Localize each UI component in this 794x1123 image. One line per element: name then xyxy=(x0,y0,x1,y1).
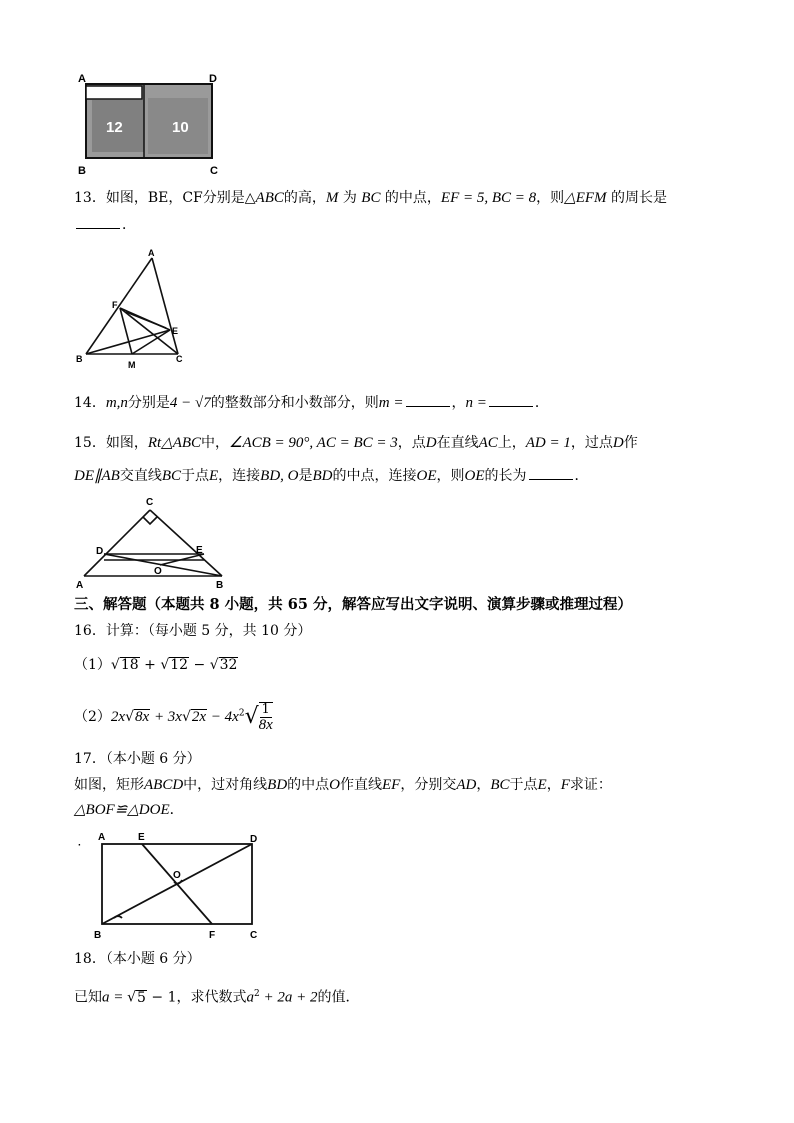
q16-title: 16．计算：（每小题 5 分，共 10 分） xyxy=(74,623,312,639)
q12-left-value: 12 xyxy=(106,119,123,136)
q14-n-blank xyxy=(489,394,533,407)
q15-label-a: A xyxy=(76,580,84,591)
q15-line1: 15．如图，Rt△ABC中，∠ACB = 90°, AC = BC = 3，点D在直线AC上，AD = 1，过点D作 xyxy=(74,435,638,451)
q13-line1: 13．如图，BE，CF分别是△ABC的高，M 为 BC 的中点，EF = 5, BC = 8，则△EFM 的周长是 xyxy=(74,190,667,206)
q17-label-b: B xyxy=(94,930,102,941)
q13-label-c: C xyxy=(176,354,183,364)
q17-label-d: D xyxy=(250,834,258,845)
q17-label-f: F xyxy=(209,930,216,941)
q15-label-o: O xyxy=(154,566,162,577)
q15-answer-blank xyxy=(529,467,573,480)
q12-figure xyxy=(74,70,224,180)
q15-line2: DE∥AB交直线BC于点E，连接BD, O是BD的中点，连接OE，则OE的长为 ． xyxy=(74,468,589,484)
q17-figure xyxy=(74,828,264,944)
q13-label-b: B xyxy=(76,354,83,364)
q17-label-c: C xyxy=(250,930,258,941)
q17-label-e: E xyxy=(138,832,145,843)
q12-label-d: D xyxy=(209,73,217,85)
svg-text:·: · xyxy=(78,840,82,851)
q13-figure xyxy=(74,248,194,372)
q12-label-b: B xyxy=(78,165,86,177)
q13-answer-blank xyxy=(76,216,120,229)
q15-label-b: B xyxy=(216,580,224,591)
q13-label-f: F xyxy=(112,300,118,310)
q14-m-blank xyxy=(406,394,450,407)
q12-right-value: 10 xyxy=(172,119,189,136)
q17-line1: 如图，矩形ABCD中，过对角线BD的中点O作直线EF，分别交AD，BC于点E，F求证： xyxy=(74,777,612,793)
q12-label-a: A xyxy=(78,73,86,85)
q15-label-d: D xyxy=(96,546,104,557)
q18-line: 已知a = √5 − 1，求代数式$a^2 + 2a + 2$的值． xyxy=(74,989,360,1006)
q14-line: 14．m,n分别是4 − √7的整数部分和小数部分，则m = ，n = ． xyxy=(74,395,549,411)
q16-part2: $(2)2x√8x + 3x√2x - 4x^2√$ $\frac{1}{8x}$ xyxy=(74,702,273,733)
q15-label-c: C xyxy=(146,497,154,508)
q13-label-a: A xyxy=(148,248,155,258)
section3-heading: 三、解答题（本题共 8 小题，共 65 分，解答应写出文字说明、演算步骤或推理过程） xyxy=(74,596,632,613)
q17-label-a: A xyxy=(98,832,106,843)
q17-line2: △BOF≌△DOE． xyxy=(74,802,184,818)
q17-title: 17．（本小题 6 分） xyxy=(74,751,201,767)
q17-label-o: O xyxy=(173,870,181,881)
q13-line2: ． xyxy=(74,216,136,234)
q13-label-e: E xyxy=(172,326,179,336)
q12-label-c: C xyxy=(210,165,218,177)
q15-label-e: E xyxy=(196,545,203,556)
q15-figure xyxy=(74,494,234,592)
q18-title: 18．（本小题 6 分） xyxy=(74,951,201,967)
q13-label-m: M xyxy=(128,360,136,370)
q16-part1: （1）√18 + √12 − √32 xyxy=(74,657,238,673)
